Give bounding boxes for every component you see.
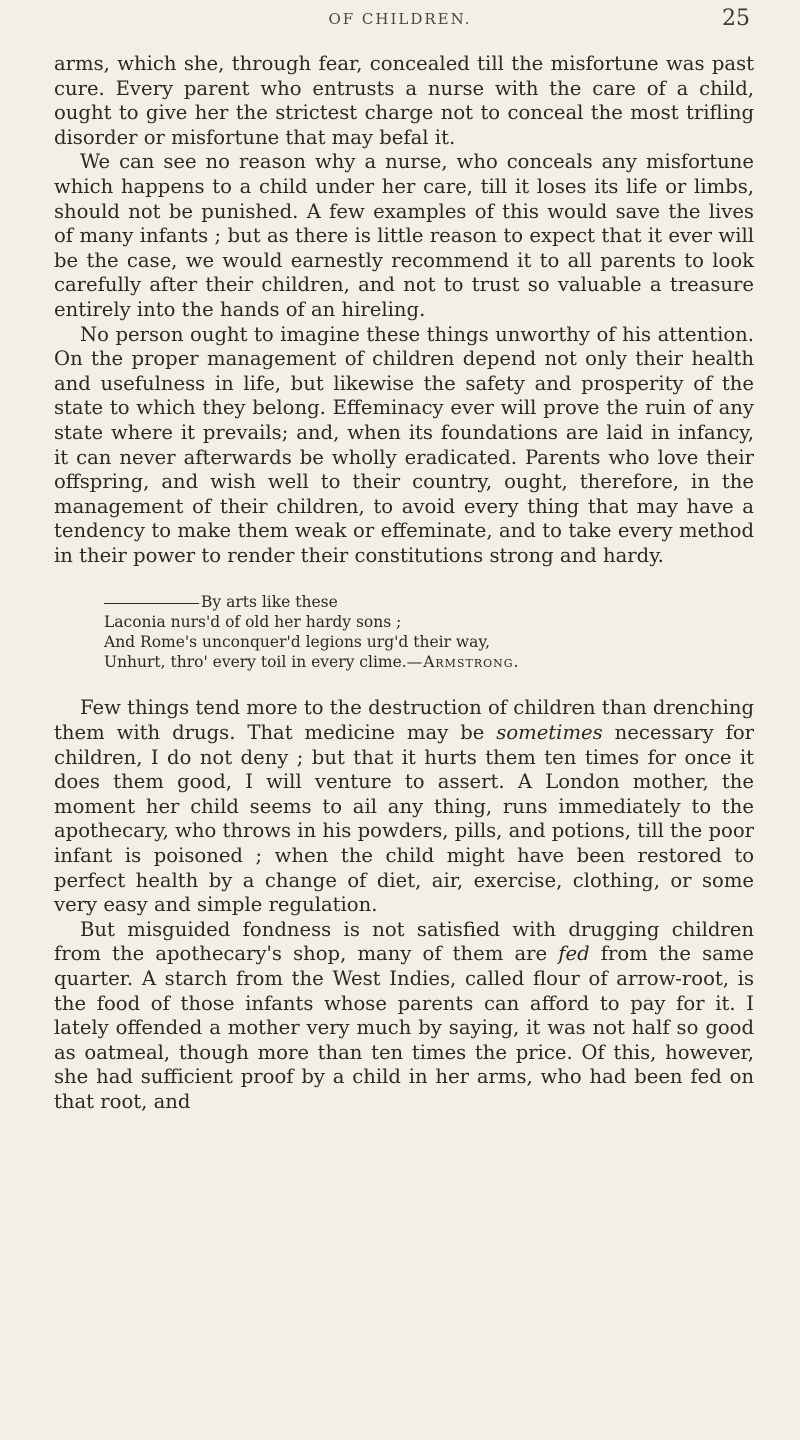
paragraph-5-part-1: But misguided fondness is not satisfied with drugging children from the apothecary's shop, many of them are <box>54 917 754 966</box>
verse-line-1 <box>104 592 754 612</box>
paragraph-5-part-2: from the same quarter. A starch from the West Indies, called flour of arrow-root, is the food of those infants whose parents can afford to pay for it. I lately offended a mother very much by saying, it was not half so good as oatmeal, though more than ten times the price. Of this, however, she had sufficient proof by a child in her arms, who had been fed on that root, and <box>54 942 754 1113</box>
quote-attribution: —Armstrong. <box>406 653 520 672</box>
paragraph-5-emphasis: fed <box>558 942 590 966</box>
paragraph-5 <box>54 918 754 1115</box>
verse-line-4-text: Unhurt, thro' every toil in every clime. <box>104 653 407 672</box>
verse-line-4 <box>104 652 754 672</box>
quote-dash <box>104 603 199 604</box>
verse-line-1-text: By arts like these <box>201 593 338 612</box>
paragraph-4-part-1: Few things tend more to the destruction of children than drenching them with drugs. That medicine may be <box>54 696 754 745</box>
paragraph-1: arms, which she, through fear, concealed till the misfortune was past cure. Every parent who entrusts a nurse with the care of a child, ought to give her the strictest charge not to conceal the most trifling disorder or misfortune that may befal it. <box>54 52 754 149</box>
paragraph-4-part-2: necessary for children, I do not deny ; but that it hurts them ten times for once it does them good, I will venture to assert. A London mother, the moment her child seems to ail any thing, runs immediately to the apothecary, who throws in his powders, pills, and potions, till the poor infant is poisoned ; when the child might have been restored to perfect health by a change of diet, air, exercise, clothing, or some very easy and simple regulation. <box>54 721 754 917</box>
paragraph-4 <box>54 696 754 917</box>
verse-line-3: And Rome's unconquer'd legions urg'd their way, <box>104 633 491 652</box>
verse-quote <box>104 592 754 672</box>
running-title: OF CHILDREN. <box>328 10 472 28</box>
verse-line-2: Laconia nurs'd of old her hardy sons ; <box>104 613 402 632</box>
running-head <box>50 6 750 36</box>
page-number: 25 <box>722 6 750 31</box>
paragraph-2: We can see no reason why a nurse, who conceals any misfortune which happens to a child under her care, till it loses its life or limbs, should not be punished. A few examples of this would save the lives of many infants ; but as there is little reason to expect that it ever will be the case, we would earnestly recommend it to all parents to look carefully after their children, and not to trust so valuable a treasure entirely into the hands of an hireling. <box>54 150 754 321</box>
paragraph-3: No person ought to imagine these things unworthy of his attention. On the proper management of children depend not only their health and usefulness in life, but likewise the safety and prosperity of the state to which they belong. Effeminacy ever will prove the ruin of any state where it prevails; and, when its foundations are laid in infancy, it can never afterwards be wholly eradicated. Parents who love their offspring, and wish well to their country, ought, therefore, in the management of their children, to avoid every thing that may have a tendency to make them weak or effeminate, and to take every method in their power to render their constitutions strong and hardy. <box>54 322 754 567</box>
body-text <box>54 52 754 1115</box>
paragraph-4-emphasis: sometimes <box>496 721 603 745</box>
